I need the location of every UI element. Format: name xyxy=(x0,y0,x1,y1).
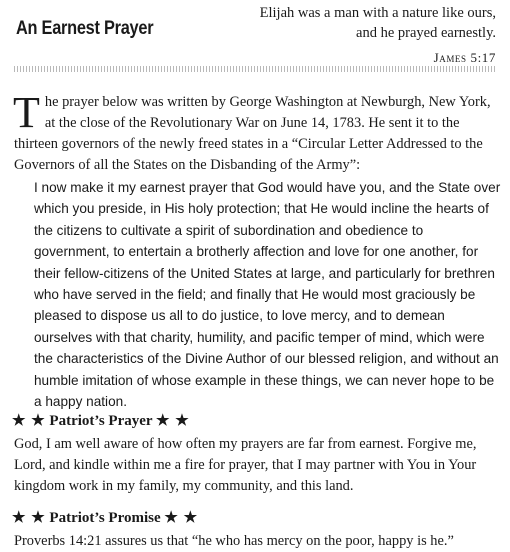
section-body: God, I am well aware of how often my prayers are far from earnest. Forgive me, Lord, and kindle within me a fire for prayer, that I may partner with You in Your kingdom work in my family, my community, and this land. xyxy=(14,436,477,494)
star-icon: ★ ★ xyxy=(164,510,199,526)
epigraph xyxy=(196,3,496,68)
intro-paragraph xyxy=(13,88,502,176)
drop-cap: T xyxy=(13,88,40,137)
section-body: Proverbs 14:21 assures us that “he who has mercy on the poor, happy is he.” xyxy=(14,533,454,549)
star-icon: ★ ★ xyxy=(12,413,46,429)
star-icon: ★ ★ xyxy=(12,510,46,526)
epigraph-line-1: Elijah was a man with a nature like ours, xyxy=(259,5,496,21)
dotted-divider xyxy=(14,66,496,72)
washington-prayer-quote: I now make it my earnest prayer that God would have you, and the State over which you preside, in His holy protection; that He would incline the hearts of the citizens to cultivate a spirit of subordination and obedience to government, to entertain a brotherly affection and love for one another, for their fellow-citizens of the United States at large, and particularly for brethren who have served in the field; and finally that He would most graciously be pleased to dispose us all to do justice, to love mercy, and to demean ourselves with that charity, humility, and pacific temper of mind, which were the characteristics of the Divine Author of our blessed religion, and without an humble imitation of whose example in these things, we can never hope to be a happy nation. xyxy=(34,180,501,410)
patriots-prayer-section xyxy=(12,411,504,497)
section-heading xyxy=(12,508,504,528)
epigraph-line-2: and he prayed earnestly. xyxy=(356,25,496,41)
section-heading-text: Patriot’s Prayer xyxy=(49,413,153,429)
page-title: An Earnest Prayer xyxy=(16,18,154,39)
section-heading xyxy=(12,411,504,431)
star-icon: ★ ★ xyxy=(156,413,190,429)
section-heading-text: Patriot’s Promise xyxy=(49,510,161,526)
intro-text: he prayer below was written by George Washington at Newburgh, New York, at the close of the Revolutionary War on June 14, 1783. He sent it to the thirteen governors of the newly freed states in a “Circular Letter Addressed to the Governors of all the States on the Disbanding of the Army”: xyxy=(14,94,491,173)
epigraph-reference: James 5:17 xyxy=(433,50,496,65)
patriots-promise-section xyxy=(12,508,504,552)
